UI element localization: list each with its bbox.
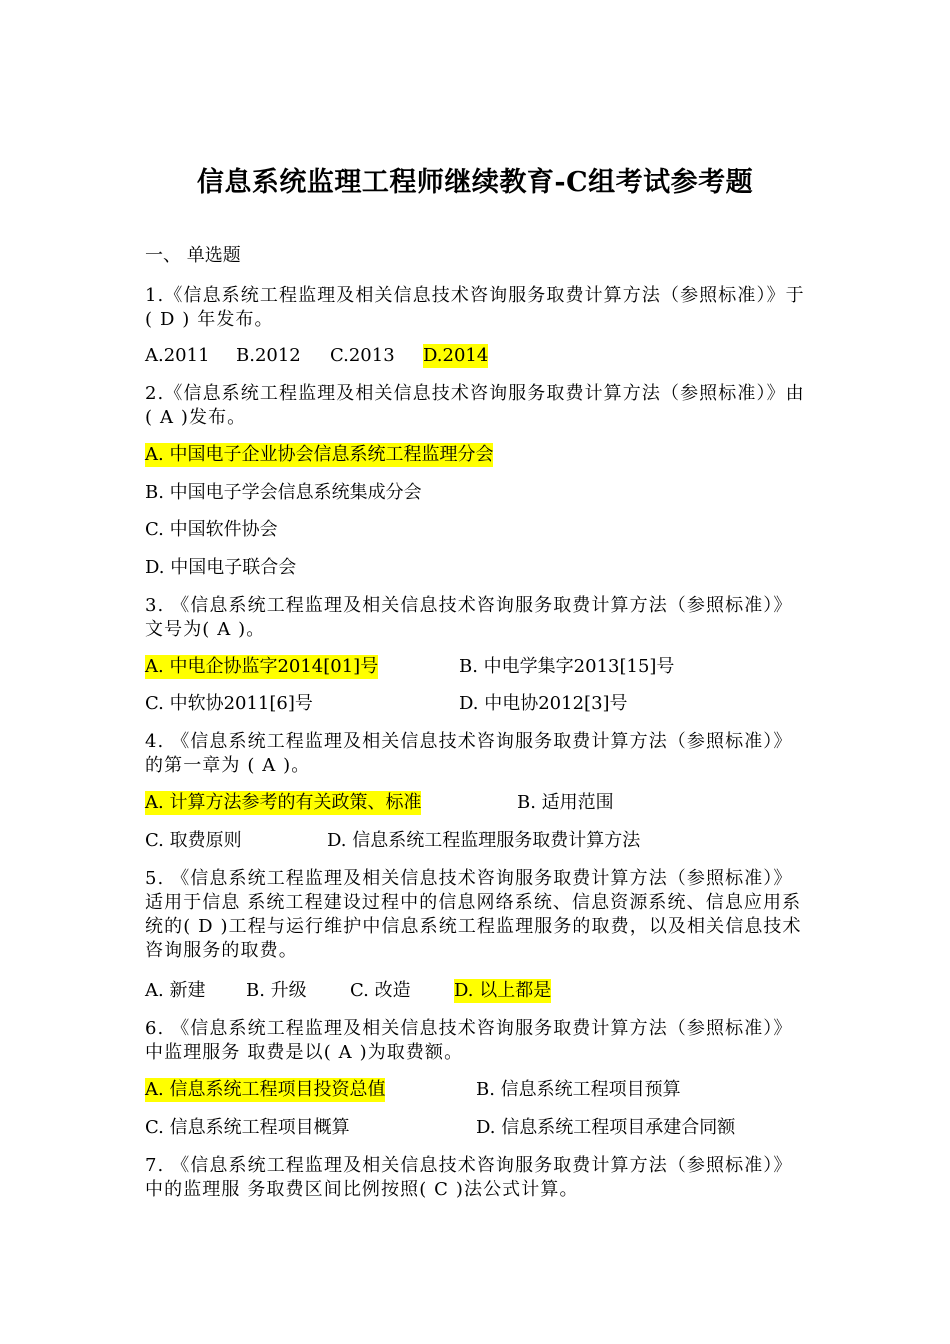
q1-option-d-answer: D.2014 bbox=[423, 345, 489, 366]
q5-option-b: B. 升级 bbox=[246, 980, 307, 1001]
q3-option-b: B. 中电学集字2013[15]号 bbox=[459, 656, 675, 677]
question-3: 3. 《信息系统工程监理及相关信息技术咨询服务取费计算方法（参照标准）》文号为( A )。 bbox=[145, 595, 793, 640]
question-4: 4. 《信息系统工程监理及相关信息技术咨询服务取费计算方法（参照标准）》的第一章为 ( A )。 bbox=[145, 731, 793, 776]
q4-option-d: D. 信息系统工程监理服务取费计算方法 bbox=[327, 830, 641, 851]
question-2: 2.《信息系统工程监理及相关信息技术咨询服务取费计算方法（参照标准）》由( A )发布。 bbox=[145, 383, 805, 428]
q2-option-a-answer: A. 中国电子企业协会信息系统工程监理分会 bbox=[145, 444, 494, 465]
q2-option-c: C. 中国软件协会 bbox=[145, 519, 278, 540]
q2-option-d: D. 中国电子联合会 bbox=[145, 557, 297, 578]
q3-option-c: C. 中软协2011[6]号 bbox=[145, 693, 313, 714]
q6-option-b: B. 信息系统工程项目预算 bbox=[476, 1079, 681, 1100]
q1-option-a: A.2011 bbox=[145, 345, 210, 366]
question-6: 6. 《信息系统工程监理及相关信息技术咨询服务取费计算方法（参照标准）》中监理服务 取费是以( A )为取费额。 bbox=[145, 1018, 793, 1063]
q6-option-c: C. 信息系统工程项目概算 bbox=[145, 1117, 350, 1138]
q4-option-a-answer: A. 计算方法参考的有关政策、标准 bbox=[145, 792, 422, 813]
q5-option-d-answer: D. 以上都是 bbox=[454, 980, 552, 1001]
question-7: 7. 《信息系统工程监理及相关信息技术咨询服务取费计算方法（参照标准）》中的监理服 务取费区间比例按照( C )法公式计算。 bbox=[145, 1155, 793, 1200]
document-title: 信息系统监理工程师继续教育-C组考试参考题 bbox=[196, 167, 754, 198]
question-1: 1.《信息系统工程监理及相关信息技术咨询服务取费计算方法（参照标准）》于( D ) 年发布。 bbox=[145, 285, 805, 330]
q4-option-b: B. 适用范围 bbox=[517, 792, 614, 813]
q6-option-a-answer: A. 信息系统工程项目投资总值 bbox=[145, 1079, 386, 1100]
q3-option-d: D. 中电协2012[3]号 bbox=[459, 693, 628, 714]
q6-option-d: D. 信息系统工程项目承建合同额 bbox=[476, 1117, 736, 1138]
q2-option-b: B. 中国电子学会信息系统集成分会 bbox=[145, 482, 422, 503]
q3-option-a-answer: A. 中电企协监字2014[01]号 bbox=[145, 656, 379, 677]
question-5: 5. 《信息系统工程监理及相关信息技术咨询服务取费计算方法（参照标准）》适用于信息 系统工程建设过程中的信息网络系统、信息资源系统、信息应用系统的( D )工程与运行维护中信息系统工程监理服务的取费，以及相关信息技术咨询服务的取费。 bbox=[145, 868, 802, 961]
q5-option-a: A. 新建 bbox=[145, 980, 206, 1001]
q5-option-c: C. 改造 bbox=[350, 980, 411, 1001]
section-heading: 一、 单选题 bbox=[145, 245, 241, 266]
q1-option-c: C.2013 bbox=[330, 345, 395, 366]
q1-option-b: B.2012 bbox=[236, 345, 301, 366]
q4-option-c: C. 取费原则 bbox=[145, 830, 242, 851]
